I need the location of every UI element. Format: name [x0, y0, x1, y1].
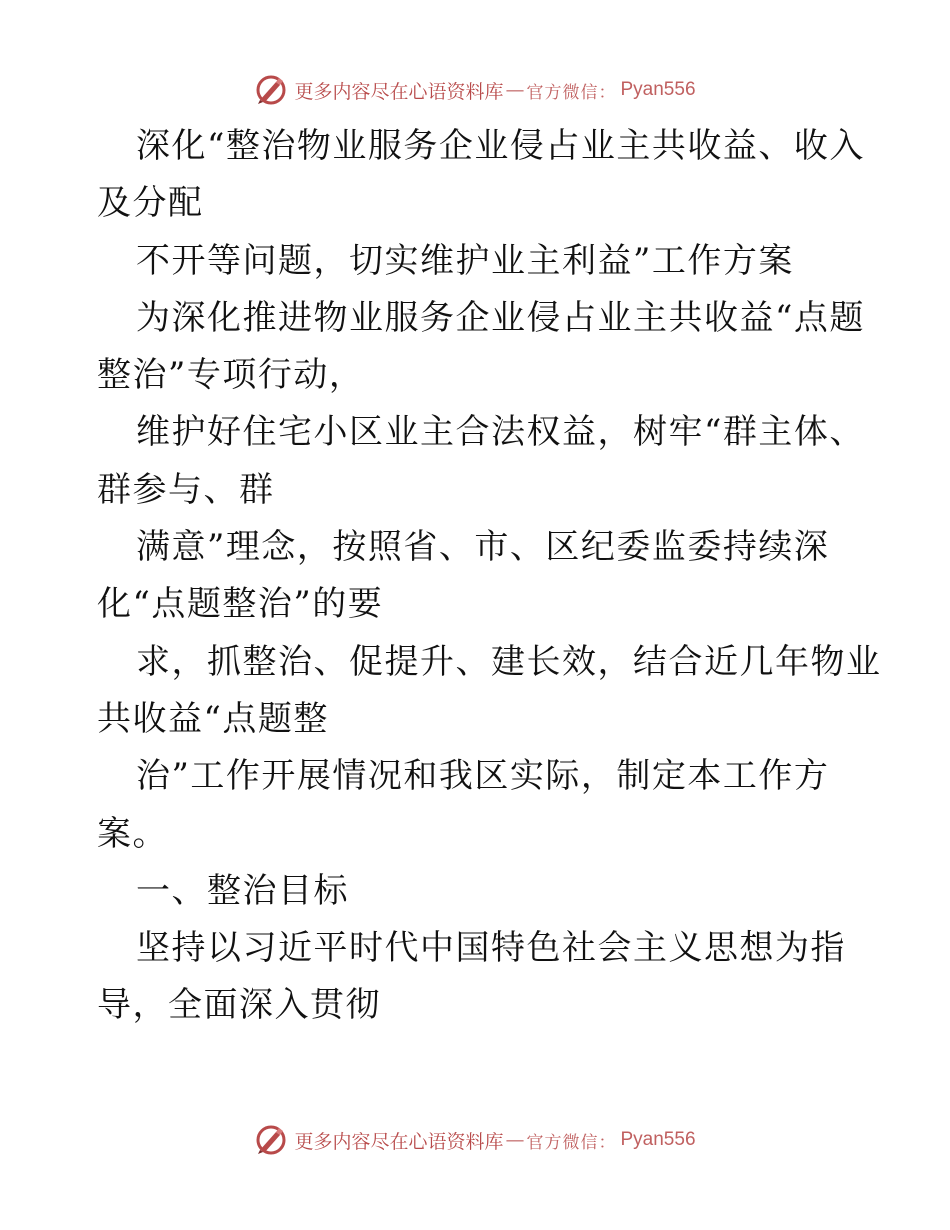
text-line: 求，抓整治、促提升、建长效，结合近几年物业	[136, 641, 882, 682]
text-line: 深化“整治物业服务企业侵占业主共收益、收入	[136, 126, 865, 166]
banner-wechat-id: Pyan556	[620, 79, 696, 100]
text-line: 一、整治目标	[136, 870, 349, 911]
banner-separator: —	[505, 79, 525, 101]
text-line: 整治”专项行动，	[97, 355, 365, 396]
text-line: 及分配	[97, 183, 204, 224]
text-line: 化“点题整治”的要	[97, 584, 384, 625]
banner-wechat-id: Pyan556	[620, 1129, 696, 1150]
text-line: 维护好住宅小区业主合法权益，树牢“群主体、	[136, 412, 865, 453]
text-line: 共收益“点题整	[97, 698, 329, 739]
text-line: 群参与、群	[97, 469, 275, 510]
text-line: 满意”理念，按照省、市、区纪委监委持续深	[136, 527, 830, 568]
text-line: 治”工作开展情况和我区实际，制定本工作方	[136, 756, 830, 797]
header-banner	[0, 70, 950, 110]
document-body	[97, 118, 882, 1035]
banner-separator: —	[505, 1129, 525, 1151]
text-line: 案。	[97, 813, 168, 854]
pen-logo-icon	[254, 73, 288, 107]
text-line: 坚持以习近平时代中国特色社会主义思想为指	[136, 928, 846, 969]
banner-wechat-label: 官方微信：	[526, 1132, 617, 1153]
footer-banner	[0, 1120, 950, 1160]
banner-text: 更多内容尽在心语资料库	[294, 80, 504, 103]
text-line: 不开等问题，切实维护业主利益”工作方案	[136, 240, 794, 281]
text-line: 为深化推进物业服务企业侵占业主共收益“点题	[136, 297, 865, 338]
banner-wechat-label: 官方微信：	[526, 82, 617, 103]
banner-text: 更多内容尽在心语资料库	[294, 1130, 504, 1153]
text-line: 导，全面深入贯彻	[97, 985, 381, 1026]
pen-logo-icon	[254, 1123, 288, 1157]
